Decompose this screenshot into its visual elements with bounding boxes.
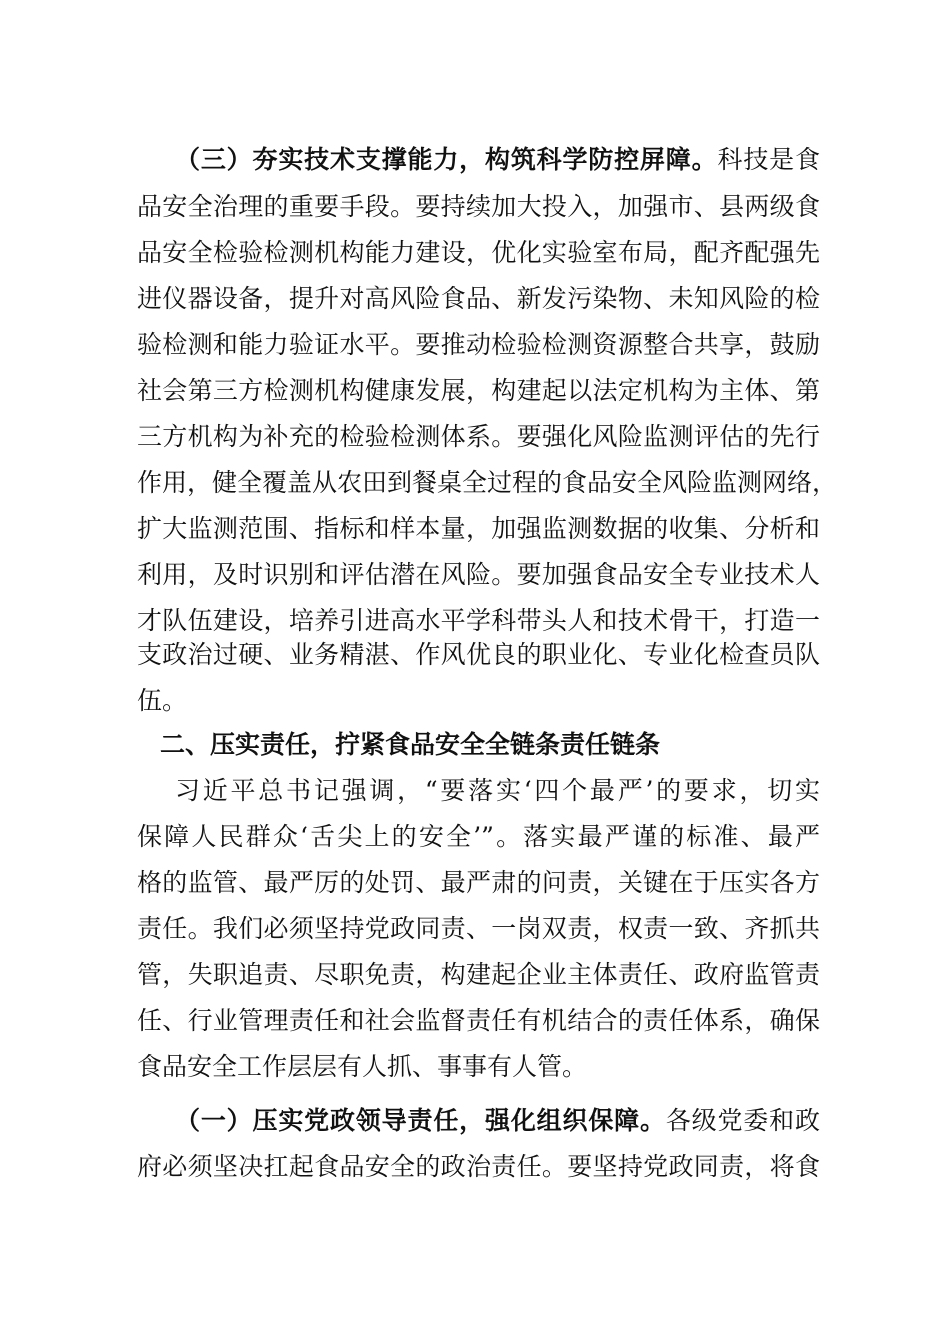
section-lead: （三）夯实技术支撑能力，构筑科学防控屏障。 (175, 145, 718, 174)
paragraph-line: 社会第三方检测机构健康发展，构建起以法定机构为主体、第 (137, 376, 820, 405)
paragraph-line: 作用，健全覆盖从农田到餐桌全过程的食品安全风险监测网络， (137, 468, 838, 497)
paragraph-line: 进仪器设备，提升对高风险食品、新发污染物、未知风险的检 (137, 284, 820, 313)
paragraph-line: 管，失职追责、尽职免责，构建起企业主体责任、政府监管责 (137, 960, 820, 989)
section-lead: （一）压实党政领导责任，强化组织保障。 (175, 1106, 666, 1135)
paragraph-line (175, 143, 820, 177)
paragraph-line: 扩大监测范围、指标和样本量，加强监测数据的收集、分析和 (137, 514, 820, 543)
section-heading: 二、压实责任，拧紧食品安全全链条责任链条 (160, 730, 661, 759)
paragraph-line: 利用，及时识别和评估潜在风险。要加强食品安全专业技术人 (137, 560, 820, 589)
paragraph-line: 品安全检验检测机构能力建设，优化实验室布局，配齐配强先 (137, 238, 820, 267)
line-text: 科技是食 (717, 145, 820, 174)
paragraph-line: 任、行业管理责任和社会监督责任有机结合的责任体系，确保 (137, 1006, 820, 1035)
paragraph-line: 食品安全工作层层有人抓、事事有人管。 (137, 1052, 588, 1081)
paragraph-line: 府必须坚决扛起食品安全的政治责任。要坚持党政同责，将食 (137, 1152, 820, 1181)
line-text: 各级党委和政 (665, 1106, 820, 1135)
paragraph-line: 责任。我们必须坚持党政同责、一岗双责，权责一致、齐抓共 (137, 914, 820, 943)
paragraph-line: 伍。 (137, 686, 188, 715)
paragraph-line: 三方机构为补充的检验检测体系。要强化风险监测评估的先行 (137, 422, 820, 451)
paragraph-line: 习近平总书记强调，“要落实‘四个最严’的要求，切实 (175, 776, 820, 805)
paragraph-line: 支政治过硬、业务精湛、作风优良的职业化、专业化检查员队 (137, 640, 820, 669)
paragraph-line: 验检测和能力验证水平。要推动检验检测资源整合共享，鼓励 (137, 330, 820, 359)
paragraph-line: 保障人民群众‘舌尖上的安全’”。落实最严谨的标准、最严 (137, 822, 820, 851)
paragraph-line: 格的监管、最严厉的处罚、最严肃的问责，关键在于压实各方 (137, 868, 820, 897)
paragraph-line (175, 1104, 820, 1138)
paragraph-line: 品安全治理的重要手段。要持续加大投入，加强市、县两级食 (137, 192, 820, 221)
paragraph-line: 才队伍建设，培养引进高水平学科带头人和技术骨干，打造一 (137, 606, 820, 635)
